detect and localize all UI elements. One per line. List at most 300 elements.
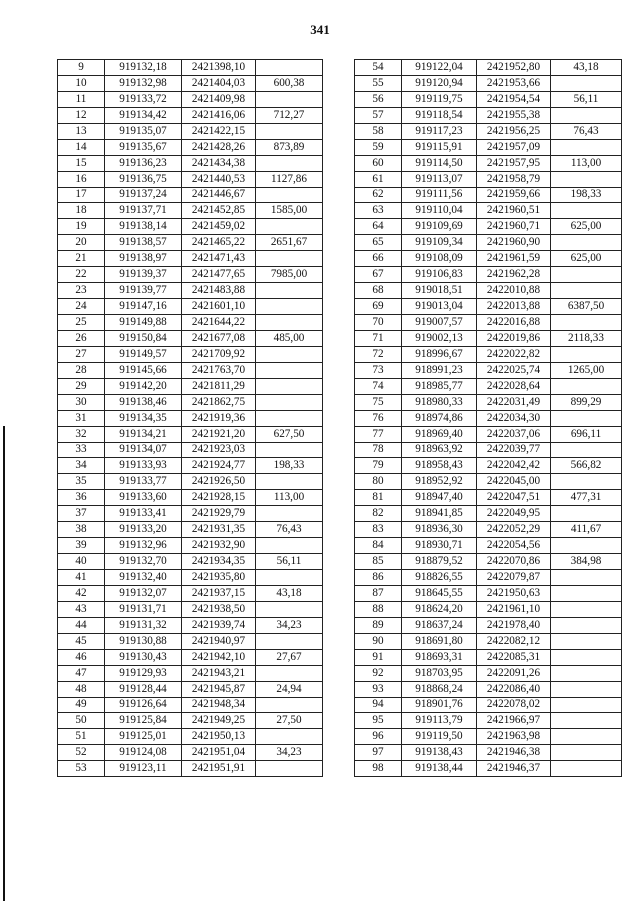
table-row xyxy=(58,538,323,554)
length-value-cell xyxy=(551,283,622,299)
coordinate-x-cell: 919145,66 xyxy=(105,362,182,378)
length-value-cell: 1585,00 xyxy=(256,203,323,219)
table-row xyxy=(355,761,622,777)
coordinate-x-cell: 919138,46 xyxy=(105,394,182,410)
table-row xyxy=(58,91,323,107)
point-number-cell: 65 xyxy=(355,235,402,251)
point-number-cell: 46 xyxy=(58,649,105,665)
point-number-cell: 51 xyxy=(58,729,105,745)
point-number-cell: 47 xyxy=(58,665,105,681)
length-value-cell: 627,50 xyxy=(256,426,323,442)
coordinate-y-cell: 2421862,75 xyxy=(182,394,256,410)
table-row xyxy=(58,649,323,665)
coordinate-y-cell: 2422049,95 xyxy=(477,506,551,522)
coordinate-y-cell: 2421958,79 xyxy=(477,171,551,187)
coordinate-y-cell: 2421951,91 xyxy=(182,761,256,777)
length-value-cell xyxy=(551,681,622,697)
coordinate-x-cell: 919126,64 xyxy=(105,697,182,713)
coordinate-x-cell: 919113,79 xyxy=(402,713,477,729)
coordinate-x-cell: 919108,09 xyxy=(402,251,477,267)
table-row xyxy=(355,330,622,346)
coordinate-x-cell: 919133,60 xyxy=(105,490,182,506)
coordinate-y-cell: 2422042,42 xyxy=(477,458,551,474)
table-row xyxy=(58,442,323,458)
length-value-cell: 43,18 xyxy=(551,60,622,76)
table-row xyxy=(58,665,323,681)
coordinate-x-cell: 918941,85 xyxy=(402,506,477,522)
coordinate-y-cell: 2422054,56 xyxy=(477,538,551,554)
coordinate-y-cell: 2421931,35 xyxy=(182,522,256,538)
coordinate-x-cell: 919018,51 xyxy=(402,283,477,299)
point-number-cell: 56 xyxy=(355,91,402,107)
table-row xyxy=(355,251,622,267)
length-value-cell: 600,38 xyxy=(256,75,323,91)
length-value-cell xyxy=(256,761,323,777)
coordinate-x-cell: 919114,50 xyxy=(402,155,477,171)
point-number-cell: 87 xyxy=(355,585,402,601)
coordinate-y-cell: 2421955,38 xyxy=(477,107,551,123)
coordinate-y-cell: 2421483,88 xyxy=(182,283,256,299)
length-value-cell xyxy=(551,761,622,777)
point-number-cell: 16 xyxy=(58,171,105,187)
coordinate-y-cell: 2422045,00 xyxy=(477,474,551,490)
length-value-cell: 7985,00 xyxy=(256,267,323,283)
coordinate-x-cell: 919130,43 xyxy=(105,649,182,665)
length-value-cell xyxy=(256,155,323,171)
coordinate-x-cell: 918868,24 xyxy=(402,681,477,697)
coordinate-y-cell: 2422039,77 xyxy=(477,442,551,458)
coordinate-y-cell: 2422019,86 xyxy=(477,330,551,346)
point-number-cell: 60 xyxy=(355,155,402,171)
coordinate-y-cell: 2421459,02 xyxy=(182,219,256,235)
point-number-cell: 44 xyxy=(58,617,105,633)
length-value-cell xyxy=(551,235,622,251)
coordinate-y-cell: 2422034,30 xyxy=(477,410,551,426)
table-row xyxy=(58,633,323,649)
coordinate-x-cell: 919137,71 xyxy=(105,203,182,219)
point-number-cell: 82 xyxy=(355,506,402,522)
table-row xyxy=(355,585,622,601)
table-row xyxy=(58,394,323,410)
point-number-cell: 94 xyxy=(355,697,402,713)
coordinate-x-cell: 919132,40 xyxy=(105,570,182,586)
coordinate-y-cell: 2421938,50 xyxy=(182,601,256,617)
length-value-cell: 2118,33 xyxy=(551,330,622,346)
length-value-cell xyxy=(551,203,622,219)
coordinate-y-cell: 2422037,06 xyxy=(477,426,551,442)
table-row xyxy=(355,490,622,506)
coordinate-x-cell: 919137,24 xyxy=(105,187,182,203)
coordinate-x-cell: 919150,84 xyxy=(105,330,182,346)
length-value-cell xyxy=(551,633,622,649)
coordinate-x-cell: 918980,33 xyxy=(402,394,477,410)
coordinate-x-cell: 918991,23 xyxy=(402,362,477,378)
coordinate-y-cell: 2421960,71 xyxy=(477,219,551,235)
coordinate-x-cell: 919134,35 xyxy=(105,410,182,426)
table-row xyxy=(355,554,622,570)
coordinate-y-cell: 2422085,31 xyxy=(477,649,551,665)
point-number-cell: 77 xyxy=(355,426,402,442)
coordinate-y-cell: 2421929,79 xyxy=(182,506,256,522)
length-value-cell xyxy=(256,474,323,490)
coordinate-x-cell: 919136,75 xyxy=(105,171,182,187)
table-row xyxy=(58,251,323,267)
coordinate-x-cell: 918958,43 xyxy=(402,458,477,474)
coordinate-y-cell: 2421416,06 xyxy=(182,107,256,123)
table-row xyxy=(58,697,323,713)
length-value-cell xyxy=(551,267,622,283)
length-value-cell xyxy=(256,283,323,299)
point-number-cell: 45 xyxy=(58,633,105,649)
coordinate-y-cell: 2422086,40 xyxy=(477,681,551,697)
length-value-cell xyxy=(256,91,323,107)
point-number-cell: 81 xyxy=(355,490,402,506)
coordinate-x-cell: 919149,88 xyxy=(105,315,182,331)
coordinate-y-cell: 2421963,98 xyxy=(477,729,551,745)
length-value-cell xyxy=(551,697,622,713)
coordinate-y-cell: 2422070,86 xyxy=(477,554,551,570)
coordinate-y-cell: 2422028,64 xyxy=(477,378,551,394)
coordinate-y-cell: 2421951,04 xyxy=(182,745,256,761)
table-row xyxy=(355,346,622,362)
length-value-cell: 34,23 xyxy=(256,745,323,761)
length-value-cell xyxy=(551,538,622,554)
length-value-cell xyxy=(256,60,323,76)
point-number-cell: 23 xyxy=(58,283,105,299)
point-number-cell: 10 xyxy=(58,75,105,91)
point-number-cell: 27 xyxy=(58,346,105,362)
table-row xyxy=(355,60,622,76)
point-number-cell: 55 xyxy=(355,75,402,91)
table-row xyxy=(355,474,622,490)
table-row xyxy=(355,506,622,522)
length-value-cell xyxy=(551,474,622,490)
page-number: 341 xyxy=(310,22,330,37)
coordinate-x-cell: 919117,23 xyxy=(402,123,477,139)
length-value-cell xyxy=(551,745,622,761)
table-row xyxy=(58,171,323,187)
point-number-cell: 26 xyxy=(58,330,105,346)
point-number-cell: 18 xyxy=(58,203,105,219)
coordinate-x-cell: 919138,57 xyxy=(105,235,182,251)
length-value-cell: 411,67 xyxy=(551,522,622,538)
point-number-cell: 15 xyxy=(58,155,105,171)
table-row xyxy=(355,75,622,91)
point-number-cell: 69 xyxy=(355,299,402,315)
coordinate-x-cell: 919135,07 xyxy=(105,123,182,139)
length-value-cell xyxy=(256,506,323,522)
point-number-cell: 68 xyxy=(355,283,402,299)
coordinate-y-cell: 2421422,15 xyxy=(182,123,256,139)
table-row xyxy=(355,633,622,649)
point-number-cell: 52 xyxy=(58,745,105,761)
table-row xyxy=(355,219,622,235)
length-value-cell xyxy=(256,123,323,139)
point-number-cell: 74 xyxy=(355,378,402,394)
coordinate-x-cell: 918645,55 xyxy=(402,585,477,601)
coordinate-y-cell: 2422010,88 xyxy=(477,283,551,299)
length-value-cell: 625,00 xyxy=(551,251,622,267)
coordinate-y-cell: 2421601,10 xyxy=(182,299,256,315)
length-value-cell xyxy=(551,729,622,745)
table-row xyxy=(355,378,622,394)
coordinate-x-cell: 919132,07 xyxy=(105,585,182,601)
length-value-cell: 899,29 xyxy=(551,394,622,410)
table-row xyxy=(355,235,622,251)
length-value-cell xyxy=(551,442,622,458)
coordinate-x-cell: 919139,77 xyxy=(105,283,182,299)
coordinate-y-cell: 2421926,50 xyxy=(182,474,256,490)
coordinate-y-cell: 2421966,97 xyxy=(477,713,551,729)
point-number-cell: 85 xyxy=(355,554,402,570)
length-value-cell xyxy=(551,139,622,155)
length-value-cell xyxy=(256,346,323,362)
point-number-cell: 31 xyxy=(58,410,105,426)
coordinate-x-cell: 919131,71 xyxy=(105,601,182,617)
point-number-cell: 35 xyxy=(58,474,105,490)
coordinate-y-cell: 2421452,85 xyxy=(182,203,256,219)
point-number-cell: 64 xyxy=(355,219,402,235)
coordinate-x-cell: 919109,34 xyxy=(402,235,477,251)
coordinate-y-cell: 2421924,77 xyxy=(182,458,256,474)
coordinate-y-cell: 2422031,49 xyxy=(477,394,551,410)
coordinate-x-cell: 919111,56 xyxy=(402,187,477,203)
length-value-cell xyxy=(256,729,323,745)
point-number-cell: 36 xyxy=(58,490,105,506)
coordinate-y-cell: 2421921,20 xyxy=(182,426,256,442)
length-value-cell xyxy=(551,75,622,91)
table-row xyxy=(58,458,323,474)
coordinate-y-cell: 2421961,59 xyxy=(477,251,551,267)
point-number-cell: 91 xyxy=(355,649,402,665)
coordinate-x-cell: 919109,69 xyxy=(402,219,477,235)
table-row xyxy=(355,570,622,586)
table-row xyxy=(58,235,323,251)
table-row xyxy=(58,123,323,139)
coordinate-y-cell: 2422025,74 xyxy=(477,362,551,378)
coordinate-x-cell: 919110,04 xyxy=(402,203,477,219)
length-value-cell xyxy=(256,410,323,426)
table-row xyxy=(58,203,323,219)
length-value-cell: 1265,00 xyxy=(551,362,622,378)
length-value-cell: 27,50 xyxy=(256,713,323,729)
length-value-cell xyxy=(256,187,323,203)
table-row xyxy=(355,123,622,139)
table-row xyxy=(355,91,622,107)
coordinate-y-cell: 2422013,88 xyxy=(477,299,551,315)
coordinate-y-cell: 2421919,36 xyxy=(182,410,256,426)
table-row xyxy=(355,139,622,155)
length-value-cell: 566,82 xyxy=(551,458,622,474)
coordinate-x-cell: 919128,44 xyxy=(105,681,182,697)
table-row xyxy=(355,203,622,219)
table-row xyxy=(355,538,622,554)
coordinate-y-cell: 2421935,80 xyxy=(182,570,256,586)
length-value-cell xyxy=(551,171,622,187)
coordinate-y-cell: 2422091,26 xyxy=(477,665,551,681)
point-number-cell: 75 xyxy=(355,394,402,410)
table-row xyxy=(58,362,323,378)
point-number-cell: 78 xyxy=(355,442,402,458)
coordinate-x-cell: 919132,98 xyxy=(105,75,182,91)
coordinate-x-cell: 919129,93 xyxy=(105,665,182,681)
coordinate-y-cell: 2422052,29 xyxy=(477,522,551,538)
point-number-cell: 11 xyxy=(58,91,105,107)
coordinate-x-cell: 918969,40 xyxy=(402,426,477,442)
coordinate-x-cell: 919130,88 xyxy=(105,633,182,649)
length-value-cell: 43,18 xyxy=(256,585,323,601)
point-number-cell: 14 xyxy=(58,139,105,155)
point-number-cell: 40 xyxy=(58,554,105,570)
coordinate-y-cell: 2421960,90 xyxy=(477,235,551,251)
coordinate-x-cell: 918996,67 xyxy=(402,346,477,362)
point-number-cell: 71 xyxy=(355,330,402,346)
coordinate-x-cell: 919106,83 xyxy=(402,267,477,283)
table-row xyxy=(355,267,622,283)
length-value-cell xyxy=(551,649,622,665)
length-value-cell xyxy=(256,633,323,649)
coordinate-y-cell: 2421946,37 xyxy=(477,761,551,777)
coordinate-x-cell: 918930,71 xyxy=(402,538,477,554)
coordinate-x-cell: 919134,21 xyxy=(105,426,182,442)
length-value-cell xyxy=(551,378,622,394)
length-value-cell: 625,00 xyxy=(551,219,622,235)
coordinate-x-cell: 919132,70 xyxy=(105,554,182,570)
table-row xyxy=(58,155,323,171)
coordinate-y-cell: 2421934,35 xyxy=(182,554,256,570)
table-row xyxy=(58,60,323,76)
table-row xyxy=(58,745,323,761)
coordinate-y-cell: 2421409,98 xyxy=(182,91,256,107)
length-value-cell xyxy=(551,665,622,681)
coordinate-x-cell: 919125,84 xyxy=(105,713,182,729)
coordinate-y-cell: 2421957,95 xyxy=(477,155,551,171)
coordinate-x-cell: 919123,11 xyxy=(105,761,182,777)
length-value-cell xyxy=(256,697,323,713)
coordinate-y-cell: 2421954,54 xyxy=(477,91,551,107)
length-value-cell xyxy=(256,315,323,331)
coordinate-x-cell: 919120,94 xyxy=(402,75,477,91)
table-row xyxy=(58,522,323,538)
point-number-cell: 62 xyxy=(355,187,402,203)
point-number-cell: 54 xyxy=(355,60,402,76)
coordinate-y-cell: 2421811,29 xyxy=(182,378,256,394)
coordinate-x-cell: 918691,80 xyxy=(402,633,477,649)
point-number-cell: 32 xyxy=(58,426,105,442)
point-number-cell: 66 xyxy=(355,251,402,267)
coordinate-x-cell: 919131,32 xyxy=(105,617,182,633)
table-row xyxy=(58,346,323,362)
table-row xyxy=(58,474,323,490)
length-value-cell: 696,11 xyxy=(551,426,622,442)
table-row xyxy=(58,378,323,394)
length-value-cell xyxy=(551,410,622,426)
point-number-cell: 30 xyxy=(58,394,105,410)
coordinate-x-cell: 918947,40 xyxy=(402,490,477,506)
point-number-cell: 59 xyxy=(355,139,402,155)
length-value-cell xyxy=(551,346,622,362)
coordinate-x-cell: 918637,24 xyxy=(402,617,477,633)
table-row xyxy=(355,522,622,538)
point-number-cell: 43 xyxy=(58,601,105,617)
point-number-cell: 96 xyxy=(355,729,402,745)
coordinate-y-cell: 2421939,74 xyxy=(182,617,256,633)
length-value-cell: 198,33 xyxy=(551,187,622,203)
table-row xyxy=(355,458,622,474)
table-row xyxy=(58,267,323,283)
coordinate-x-cell: 919139,37 xyxy=(105,267,182,283)
table-row xyxy=(58,585,323,601)
coordinate-x-cell: 919119,75 xyxy=(402,91,477,107)
length-value-cell xyxy=(551,617,622,633)
length-value-cell xyxy=(551,585,622,601)
table-row xyxy=(58,554,323,570)
point-number-cell: 90 xyxy=(355,633,402,649)
coordinate-y-cell: 2421961,10 xyxy=(477,601,551,617)
table-row xyxy=(58,601,323,617)
length-value-cell xyxy=(551,506,622,522)
coordinate-x-cell: 919007,57 xyxy=(402,315,477,331)
table-row xyxy=(355,155,622,171)
coordinate-y-cell: 2421763,70 xyxy=(182,362,256,378)
point-number-cell: 92 xyxy=(355,665,402,681)
table-row xyxy=(355,299,622,315)
length-value-cell: 34,23 xyxy=(256,617,323,633)
coordinate-x-cell: 919134,42 xyxy=(105,107,182,123)
length-value-cell xyxy=(256,251,323,267)
point-number-cell: 42 xyxy=(58,585,105,601)
point-number-cell: 22 xyxy=(58,267,105,283)
point-number-cell: 72 xyxy=(355,346,402,362)
coordinate-y-cell: 2421940,97 xyxy=(182,633,256,649)
coordinate-y-cell: 2421937,15 xyxy=(182,585,256,601)
coordinate-x-cell: 919132,96 xyxy=(105,538,182,554)
table-row xyxy=(58,75,323,91)
coordinate-y-cell: 2421949,25 xyxy=(182,713,256,729)
point-number-cell: 41 xyxy=(58,570,105,586)
coordinate-x-cell: 918879,52 xyxy=(402,554,477,570)
length-value-cell: 198,33 xyxy=(256,458,323,474)
coordinate-y-cell: 2421952,80 xyxy=(477,60,551,76)
table-row xyxy=(355,729,622,745)
coordinate-y-cell: 2421943,21 xyxy=(182,665,256,681)
point-number-cell: 88 xyxy=(355,601,402,617)
coordinate-x-cell: 918974,86 xyxy=(402,410,477,426)
point-number-cell: 76 xyxy=(355,410,402,426)
coordinate-x-cell: 919013,04 xyxy=(402,299,477,315)
coordinate-y-cell: 2422047,51 xyxy=(477,490,551,506)
point-number-cell: 63 xyxy=(355,203,402,219)
length-value-cell xyxy=(256,665,323,681)
coordinate-x-cell: 918826,55 xyxy=(402,570,477,586)
point-number-cell: 95 xyxy=(355,713,402,729)
table-row xyxy=(58,107,323,123)
coordinate-y-cell: 2421957,09 xyxy=(477,139,551,155)
length-value-cell xyxy=(551,601,622,617)
coordinate-y-cell: 2421644,22 xyxy=(182,315,256,331)
coordinate-x-cell: 919125,01 xyxy=(105,729,182,745)
coordinate-x-cell: 919124,08 xyxy=(105,745,182,761)
table-row xyxy=(58,187,323,203)
point-number-cell: 48 xyxy=(58,681,105,697)
coordinate-y-cell: 2422016,88 xyxy=(477,315,551,331)
table-row xyxy=(355,362,622,378)
length-value-cell xyxy=(256,378,323,394)
coordinate-x-cell: 919122,04 xyxy=(402,60,477,76)
coordinate-x-cell: 918936,30 xyxy=(402,522,477,538)
point-number-cell: 9 xyxy=(58,60,105,76)
length-value-cell: 384,98 xyxy=(551,554,622,570)
